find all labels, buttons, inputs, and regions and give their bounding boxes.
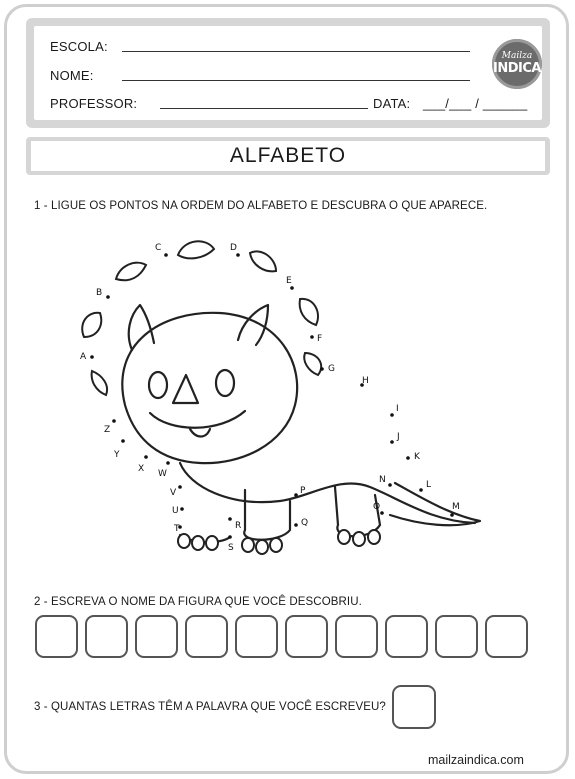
dot-label-q: Q	[301, 518, 309, 528]
dino-tongue	[190, 429, 210, 437]
answer-box[interactable]	[85, 615, 128, 658]
dino-nose-horn	[173, 375, 198, 403]
dino-tail	[390, 483, 480, 525]
dot-label-j: J	[397, 432, 400, 442]
dino-body	[180, 463, 475, 523]
dino-left-horn	[129, 305, 154, 350]
dot-label-z: Z	[104, 425, 111, 435]
teacher-label: PROFESSOR:	[50, 96, 138, 111]
dot-label-p: P	[300, 486, 306, 496]
logo-line2: INDICA	[493, 61, 541, 76]
dot-label-n: N	[379, 475, 386, 485]
question-2: 2 - ESCREVA O NOME DA FIGURA QUE VOCÊ DESCOBRIU.	[34, 596, 362, 608]
question-3: 3 - QUANTAS LETRAS TÊM A PALAVRA QUE VOCÊ ESCREVEU?	[34, 701, 386, 713]
dot-label-l: L	[426, 480, 432, 490]
dot-label-f: F	[317, 334, 323, 344]
dino-mouth	[150, 411, 245, 428]
dot-label-b: B	[96, 288, 103, 298]
dot-label-t: T	[174, 524, 180, 534]
dot-label-o: O	[373, 502, 381, 512]
mailza-indica-logo	[492, 39, 542, 89]
dot-label-h: H	[362, 376, 369, 386]
dot-label-y: Y	[114, 450, 120, 460]
title-box	[26, 137, 550, 175]
logo-line1: Mailza	[501, 51, 533, 61]
answer-boxes	[35, 615, 528, 658]
dot-label-g: G	[328, 364, 335, 374]
answer-box[interactable]	[185, 615, 228, 658]
question-1: 1 - LIGUE OS PONTOS NA ORDEM DO ALFABETO E DESCUBRA O QUE APARECE.	[34, 200, 488, 212]
date-blank[interactable]: ___/___ / ______	[423, 96, 528, 111]
dot-label-d: D	[230, 243, 237, 253]
dino-left-eye	[149, 372, 167, 398]
date-label: DATA:	[373, 96, 411, 111]
dot-label-v: V	[170, 488, 177, 498]
dot-label-a: A	[80, 352, 87, 362]
name-line[interactable]	[122, 68, 470, 81]
school-line[interactable]	[122, 39, 470, 52]
dot-label-e: E	[286, 276, 292, 286]
dot-label-w: W	[158, 469, 167, 479]
dot-label-r: R	[235, 521, 242, 531]
dot-label-c: C	[155, 243, 162, 253]
dot-label-m: M	[452, 502, 460, 512]
dino-front-leg	[244, 490, 290, 540]
answer-box[interactable]	[385, 615, 428, 658]
school-label: ESCOLA:	[50, 39, 108, 54]
dino-right-eye	[216, 370, 234, 396]
footer-url: mailzaindica.com	[428, 753, 524, 767]
dinosaur-dot-to-dot	[70, 225, 500, 565]
dot-label-k: K	[414, 452, 420, 462]
name-label: NOME:	[50, 68, 94, 83]
answer-box[interactable]	[35, 615, 78, 658]
letter-count-box[interactable]	[392, 685, 436, 729]
answer-box[interactable]	[335, 615, 378, 658]
page-title: ALFABETO	[31, 141, 545, 171]
answer-box[interactable]	[485, 615, 528, 658]
answer-box[interactable]	[285, 615, 328, 658]
header-inner	[34, 26, 542, 120]
answer-box[interactable]	[235, 615, 278, 658]
answer-box[interactable]	[435, 615, 478, 658]
dot-label-u: U	[172, 506, 179, 516]
dot-label-x: X	[138, 464, 145, 474]
dot-label-i: I	[396, 404, 399, 414]
answer-box[interactable]	[135, 615, 178, 658]
header-box	[26, 18, 550, 128]
dot-label-s: S	[228, 543, 234, 553]
teacher-line[interactable]	[160, 96, 368, 109]
